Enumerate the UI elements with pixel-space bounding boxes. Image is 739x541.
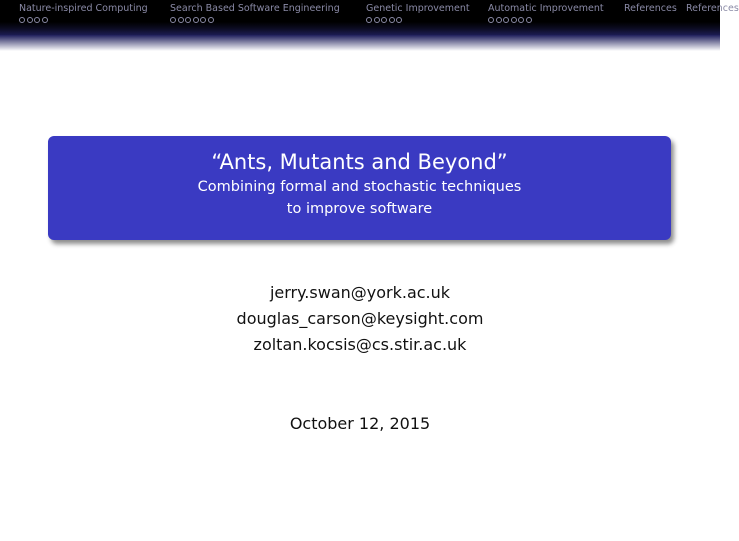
subsection-dot[interactable] bbox=[185, 17, 191, 23]
author-email-3: zoltan.kocsis@cs.stir.ac.uk bbox=[253, 335, 467, 354]
title-block bbox=[48, 136, 671, 240]
nav-section-genetic-improvement[interactable] bbox=[366, 3, 470, 24]
subsection-dot[interactable] bbox=[503, 17, 509, 23]
subsection-dots bbox=[19, 17, 148, 24]
author-block bbox=[0, 280, 720, 358]
nav-section-label: References bbox=[686, 3, 739, 14]
presentation-date: October 12, 2015 bbox=[289, 414, 431, 433]
subsection-dot[interactable] bbox=[366, 17, 372, 23]
subsection-dots bbox=[488, 17, 604, 24]
nav-section-references-2[interactable] bbox=[686, 3, 739, 15]
subsection-dot[interactable] bbox=[511, 17, 517, 23]
nav-section-label: References bbox=[624, 3, 677, 14]
nav-section-label: Search Based Software Engineering bbox=[170, 3, 340, 14]
subsection-dots bbox=[366, 17, 470, 24]
subsection-dot[interactable] bbox=[496, 17, 502, 23]
subsection-dot[interactable] bbox=[200, 17, 206, 23]
nav-section-label: Automatic Improvement bbox=[488, 3, 604, 14]
subsection-dot[interactable] bbox=[19, 17, 25, 23]
subsection-dot[interactable] bbox=[518, 17, 524, 23]
subsection-dot[interactable] bbox=[488, 17, 494, 23]
subsection-dot[interactable] bbox=[34, 17, 40, 23]
subsection-dot[interactable] bbox=[374, 17, 380, 23]
subsection-dots bbox=[170, 17, 340, 24]
subsection-dot[interactable] bbox=[381, 17, 387, 23]
subsection-dot[interactable] bbox=[27, 17, 33, 23]
presentation-title: “Ants, Mutants and Beyond” bbox=[211, 150, 508, 174]
subsection-dot[interactable] bbox=[193, 17, 199, 23]
nav-section-search-based-software-engineering[interactable] bbox=[170, 3, 340, 24]
author-email-2: douglas_carson@keysight.com bbox=[236, 309, 484, 328]
subsection-dot[interactable] bbox=[526, 17, 532, 23]
navbar-shadow bbox=[0, 35, 720, 51]
subsection-dot[interactable] bbox=[208, 17, 214, 23]
author-email-1: jerry.swan@york.ac.uk bbox=[269, 283, 451, 302]
navigation-bar bbox=[0, 0, 739, 35]
subtitle-line-2: to improve software bbox=[286, 201, 433, 217]
subsection-dot[interactable] bbox=[178, 17, 184, 23]
nav-section-references[interactable] bbox=[624, 3, 677, 15]
nav-section-automatic-improvement[interactable] bbox=[488, 3, 604, 24]
nav-section-label: Genetic Improvement bbox=[366, 3, 470, 14]
nav-section-nature-inspired-computing[interactable] bbox=[19, 3, 148, 24]
subtitle-line-1: Combining formal and stochastic techniques bbox=[197, 179, 522, 195]
subsection-dot[interactable] bbox=[42, 17, 48, 23]
nav-section-label: Nature-inspired Computing bbox=[19, 3, 148, 14]
subsection-dot[interactable] bbox=[389, 17, 395, 23]
subsection-dot[interactable] bbox=[170, 17, 176, 23]
subsection-dot[interactable] bbox=[396, 17, 402, 23]
